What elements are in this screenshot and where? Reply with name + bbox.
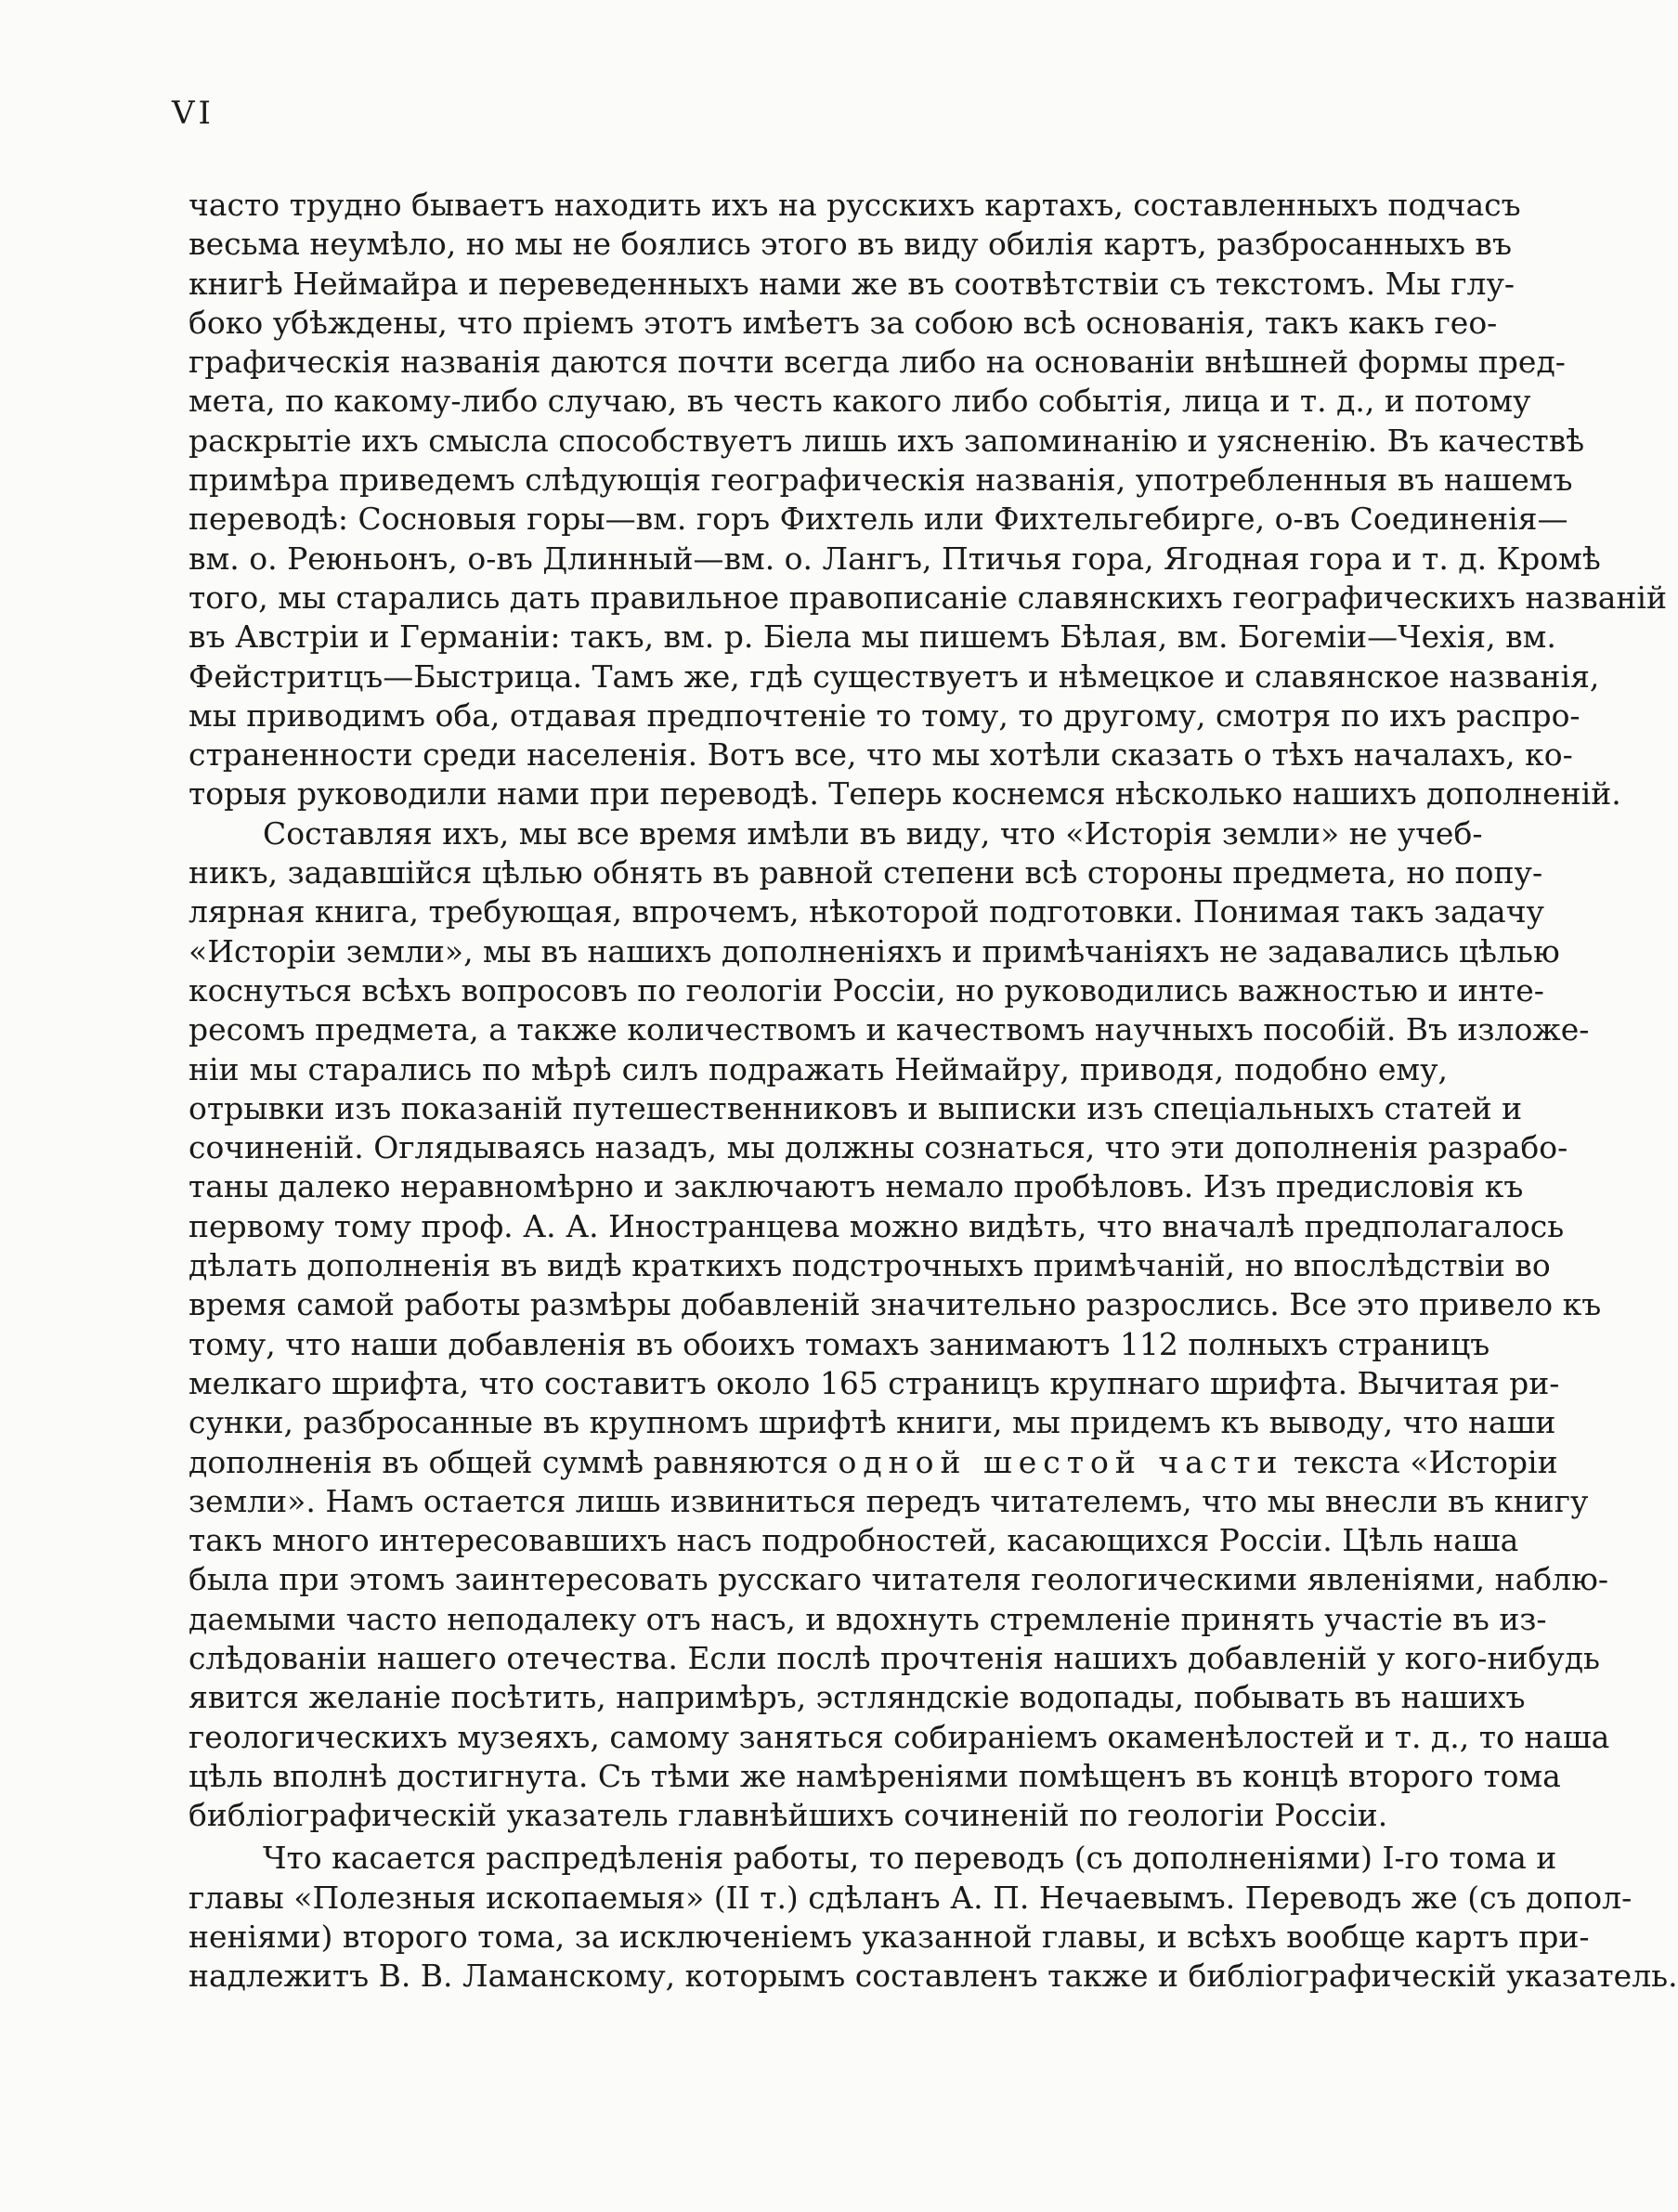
text-line: Фейстритцъ—Быстрица. Тамъ же, гдѣ существуетъ и нѣмецкое и славянское названія, (189, 657, 1600, 695)
text-line: сочиненій. Оглядываясь назадъ, мы должны сознаться, что эти дополненія разрабо- (189, 1129, 1568, 1166)
text-line: торыя руководили нами при переводѣ. Теперь коснемся нѣсколько нашихъ дополненій. (189, 775, 1621, 813)
text-line: боко убѣждены, что пріемъ этотъ имѣетъ за собою всѣ основанія, такъ какъ гео- (189, 304, 1498, 341)
text-line: лярная книга, требующая, впрочемъ, нѣкоторой подготовки. Понимая такъ задачу (189, 893, 1544, 930)
text-line: весьма неумѣло, но мы не боялись этого въ виду обилія картъ, разбросанныхъ въ (189, 226, 1513, 263)
text-line: раскрытіе ихъ смысла способствуетъ лишь ихъ запоминанію и уясненію. Въ качествѣ (189, 422, 1585, 459)
paragraph-2 (189, 814, 1610, 1836)
text-line: «Исторіи земли», мы въ нашихъ дополненіяхъ и примѣчаніяхъ не задавались цѣлью (189, 932, 1560, 969)
text-line: тому, что наши добавленія въ обоихъ томахъ занимаютъ 112 полныхъ страницъ (189, 1325, 1490, 1362)
text-line: геологическихъ музеяхъ, самому заняться собираніемъ окаменѣлостей и т. д., то наша (189, 1718, 1610, 1755)
text-line: мета, по какому-либо случаю, въ честь какого либо событія, лица и т. д., и потому (189, 383, 1531, 420)
text-line: даемыми часто неподалеку отъ насъ, и вдохнуть стремленіе принять участіе въ из- (189, 1600, 1547, 1637)
spaced-emphasis: одной шестой части (838, 1443, 1284, 1480)
text-line-spaced (189, 1443, 1558, 1482)
text-line: вм. о. Реюньонъ, о-въ Длинный—вм. о. Лангъ, Птичья гора, Ягодная гора и т. д. Кромѣ (189, 540, 1601, 577)
text-line: главы «Полезныя ископаемыя» (II т.) сдѣланъ А. П. Нечаевымъ. Переводъ же (съ допол- (189, 1879, 1632, 1916)
text-line: такъ много интересовавшихъ насъ подробностей, касающихся Россіи. Цѣль наша (189, 1522, 1519, 1559)
page-number: VI (172, 95, 215, 132)
text-line: мы приводимъ оба, отдавая предпочтеніе то тому, то другому, смотря по ихъ распро- (189, 696, 1580, 734)
body-text (189, 186, 1678, 1997)
text-line: переводѣ: Сосновыя горы—вм. горъ Фихтель или Фихтельгебирге, о-въ Соединенія— (189, 501, 1568, 538)
text-line: таны далеко неравномѣрно и заключаютъ немало пробѣловъ. Изъ предисловія къ (189, 1168, 1524, 1205)
text-line: неніями) второго тома, за исключеніемъ указанной главы, и всѣхъ вообще картъ при- (189, 1919, 1590, 1956)
text-line: страненности среди населенія. Вотъ все, что мы хотѣли сказать о тѣхъ началахъ, ко- (189, 736, 1573, 774)
text-line: того, мы старались дать правильное правописаніе славянскихъ географическихъ названій (189, 579, 1667, 616)
text-line: явится желаніе посѣтить, напримѣръ, эстляндскіе водопады, побывать въ нашихъ (189, 1679, 1526, 1716)
paragraph-1 (189, 186, 1667, 814)
text-line: часто трудно бываетъ находить ихъ на русскихъ картахъ, составленныхъ подчасъ (189, 187, 1521, 223)
text-line: слѣдованіи нашего отечества. Если послѣ прочтенія нашихъ добавленій у кого-нибудь (189, 1639, 1601, 1676)
text-line: мелкаго шрифта, что составитъ около 165 страницъ крупнаго шрифта. Вычитая ри- (189, 1364, 1560, 1401)
text-line: Что касается распредѣленія работы, то переводъ (съ дополненіями) I-го тома и (263, 1840, 1557, 1877)
text-line: никъ, задавшійся цѣлью обнять въ равной степени всѣ стороны предмета, но попу- (189, 854, 1543, 891)
text-line: была при этомъ заинтересовать русскаго читателя геологическими явленіями, наблю- (189, 1561, 1608, 1598)
text-line: ресомъ предмета, а также количествомъ и качествомъ научныхъ пособій. Въ изложе- (189, 1011, 1590, 1048)
paragraph-3 (189, 1839, 1678, 1996)
text-line: библіографическій указатель главнѣйшихъ сочиненій по геологіи Россіи. (189, 1797, 1388, 1834)
text-line: время самой работы размѣры добавленій значительно разрослись. Все это привело къ (189, 1286, 1602, 1323)
text-line: цѣль вполнѣ достигнута. Съ тѣми же намѣреніями помѣщенъ въ концѣ второго тома (189, 1757, 1561, 1794)
text-line: графическія названія даются почти всегда либо на основаніи внѣшней формы пред- (189, 344, 1566, 381)
text-run: текста «Исторіи (1283, 1443, 1558, 1480)
text-line: сунки, разбросанные въ крупномъ шрифтѣ книги, мы придемъ къ выводу, что наши (189, 1404, 1556, 1441)
text-line: Составляя ихъ, мы все время имѣли въ виду, что «Исторія земли» не учеб- (263, 814, 1483, 852)
text-line: земли». Намъ остается лишь извиниться передъ читателемъ, что мы внесли въ книгу (189, 1482, 1589, 1519)
text-line: отрывки изъ показаній путешественниковъ и выписки изъ спеціальныхъ статей и (189, 1089, 1523, 1126)
text-line: коснуться всѣхъ вопросовъ по геологіи Россіи, но руководились важностью и инте- (189, 971, 1544, 1008)
text-line: книгѣ Неймайра и переведенныхъ нами же въ соотвѣтствіи съ текстомъ. Мы глу- (189, 265, 1515, 302)
text-line: первому тому проф. А. А. Иностранцева можно видѣть, что вначалѣ предполагалось (189, 1207, 1565, 1244)
text-line: надлежитъ В. В. Ламанскому, которымъ составленъ также и библіографическій указатель. (189, 1958, 1678, 1995)
text-line: въ Австріи и Германіи: такъ, вм. р. Біела мы пишемъ Бѣлая, вм. Богеміи—Чехія, вм. (189, 618, 1556, 656)
text-run: дополненія въ общей суммѣ равняются (189, 1443, 839, 1480)
text-line: примѣра приведемъ слѣдующія географическія названія, употребленныя въ нашемъ (189, 462, 1573, 499)
text-line: ніи мы старались по мѣрѣ силъ подражать Неймайру, приводя, подобно ему, (189, 1050, 1448, 1087)
text-line: дѣлать дополненія въ видѣ краткихъ подстрочныхъ примѣчаній, но впослѣдствіи во (189, 1247, 1551, 1284)
